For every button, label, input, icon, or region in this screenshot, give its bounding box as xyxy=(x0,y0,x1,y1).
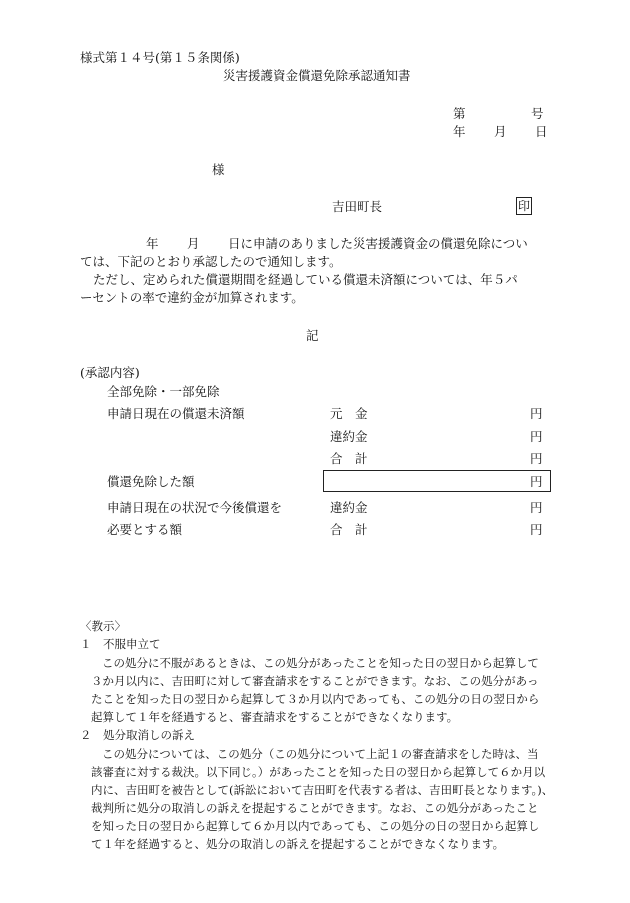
row-item: 合 計 xyxy=(330,522,368,537)
ki-heading: 記 xyxy=(306,328,319,343)
notice-header: 〈教示〉 xyxy=(80,619,126,633)
body-line-4: ーセントの率で違約金が加算されます。 xyxy=(80,290,304,305)
notice-line: を知った日の翌日から起算して６か月以内であっても、この処分の日の翌日から起算し xyxy=(91,819,540,833)
row-item: 違約金 xyxy=(330,500,368,515)
addressee-suffix: 様 xyxy=(212,162,225,177)
date-year: 年 xyxy=(453,124,466,139)
details-header: (承認内容) xyxy=(80,365,140,380)
row-label: 申請日現在の状況で今後償還を xyxy=(107,500,283,515)
row-item: 違約金 xyxy=(330,429,368,444)
row-unit: 円 xyxy=(530,451,543,466)
body-year: 年 xyxy=(146,236,159,251)
notice-heading: １ 不服申立て xyxy=(80,637,161,651)
exempted-amount-box xyxy=(323,470,551,492)
notice-line: 該審査に対する裁決。以下同じ。）があったことを知った日の翌日から起算して６か月以 xyxy=(91,765,546,779)
row-unit: 円 xyxy=(530,474,543,489)
notice-line: この処分については、この処分（この処分について上記１の審査請求をした時は、当 xyxy=(102,747,539,761)
row-unit: 円 xyxy=(530,406,543,421)
body-month: 月 xyxy=(187,236,200,251)
number-prefix: 第 xyxy=(453,106,466,121)
row-unit: 円 xyxy=(530,522,543,537)
body-line-1: 日に申請のありました災害援護資金の償還免除につい xyxy=(228,236,528,251)
row-item: 合 計 xyxy=(330,451,368,466)
notice-line: 内に、吉田町を被告として(訴訟において吉田町を代表する者は、吉田町長となります。)、 xyxy=(91,783,554,797)
document-title: 災害援護資金償還免除承認通知書 xyxy=(223,68,411,83)
number-suffix: 号 xyxy=(531,106,544,121)
date-month: 月 xyxy=(494,124,507,139)
seal-box: 印 xyxy=(517,199,530,213)
notice-line: ３か月以内に、吉田町に対して審査請求をすることができます。なお、この処分があっ xyxy=(91,674,539,688)
row-unit: 円 xyxy=(530,500,543,515)
notice-line: て１年を経過すると、処分の取消しの訴えを提起することができなくなります。 xyxy=(91,837,505,851)
date-day: 日 xyxy=(535,124,548,139)
row-label: 償還免除した額 xyxy=(107,474,195,489)
notice-line: 起算して１年を経過すると、審査請求をすることができなくなります。 xyxy=(91,710,459,724)
body-line-3: ただし、定められた償還期間を経過している償還未済額については、年５パ xyxy=(93,272,518,287)
issuer-name: 吉田町長 xyxy=(332,199,383,214)
body-line-2: ては、下記のとおり承認したので通知します。 xyxy=(80,254,342,269)
row-item: 元 金 xyxy=(330,406,368,421)
notice-line: 裁判所に処分の取消しの訴えを提起することができます。なお、この処分があったこと xyxy=(91,801,539,815)
row-label: 必要とする額 xyxy=(107,522,183,537)
notice-line: たことを知った日の翌日から起算して３か月以内であっても、この処分の日の翌日から xyxy=(91,692,540,706)
notice-line: この処分に不服があるときは、この処分があったことを知った日の翌日から起算して xyxy=(102,656,539,670)
form-label: 様式第１４号(第１５条関係) xyxy=(80,50,240,65)
notice-heading: ２ 処分取消しの訴え xyxy=(80,728,195,742)
exemption-option: 全部免除・一部免除 xyxy=(107,384,220,399)
row-unit: 円 xyxy=(530,429,543,444)
row-label: 申請日現在の償還未済額 xyxy=(107,406,245,421)
